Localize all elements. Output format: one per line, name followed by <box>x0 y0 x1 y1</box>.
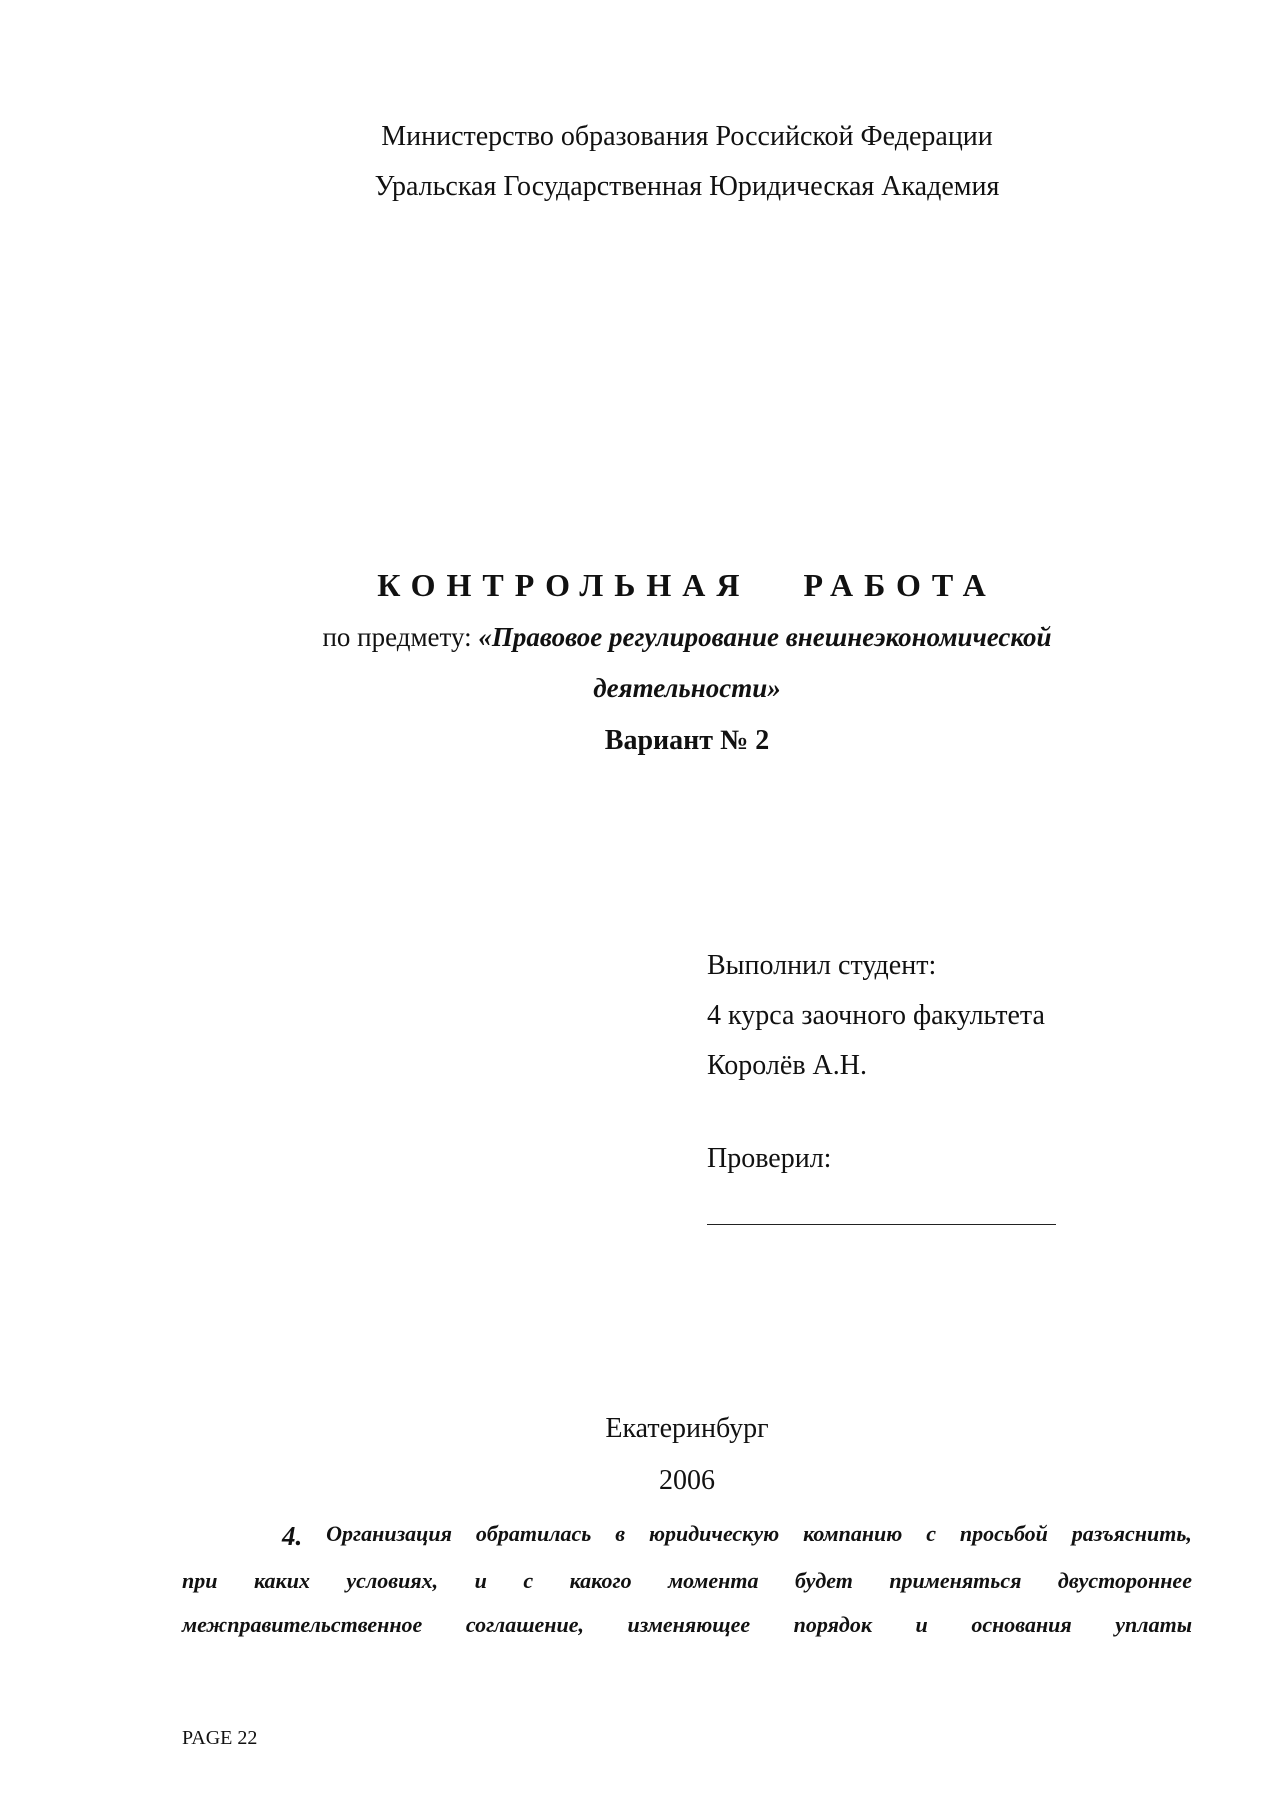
subject-line <box>0 622 1280 653</box>
task-word: порядок <box>793 1612 872 1637</box>
task-word: и <box>915 1612 928 1637</box>
task-word: с <box>926 1521 937 1546</box>
performed-by-label: Выполнил студент: <box>707 950 937 981</box>
subject-label: по предмету: <box>322 622 479 652</box>
subject-name-part1: «Правовое регулирование внешнеэкономической <box>478 622 1052 652</box>
student-name: Королёв А.Н. <box>707 1050 867 1081</box>
task-word: основания <box>971 1612 1072 1637</box>
task-word: каких <box>253 1568 310 1593</box>
task-word: изменяющее <box>627 1612 751 1637</box>
task-number: 4. <box>282 1521 303 1551</box>
signature-blank-line <box>707 1224 1056 1225</box>
task-word: обратилась <box>475 1521 592 1546</box>
task-line-1 <box>282 1521 1192 1552</box>
page-footer: PAGE 22 <box>182 1727 258 1749</box>
task-word: межправительственное <box>182 1612 423 1637</box>
task-word: в <box>615 1521 626 1546</box>
task-word: и <box>474 1568 487 1593</box>
task-word: с <box>523 1568 534 1593</box>
task-word: просьбой <box>959 1521 1048 1546</box>
document-title: КОНТРОЛЬНАЯ РАБОТА <box>377 567 997 603</box>
task-word: будет <box>794 1568 853 1593</box>
task-word: какого <box>569 1568 632 1593</box>
task-word: момента <box>668 1568 759 1593</box>
task-word: двустороннее <box>1057 1568 1192 1593</box>
year: 2006 <box>659 1465 715 1496</box>
task-word: юридическую <box>648 1521 780 1546</box>
task-line-2 <box>182 1568 1192 1594</box>
task-word: компанию <box>803 1521 903 1546</box>
variant-number: Вариант № 2 <box>604 725 770 756</box>
city: Екатеринбург <box>605 1413 769 1444</box>
task-word: при <box>182 1568 218 1593</box>
academy-heading: Уральская Государственная Юридическая Академия <box>374 171 1000 202</box>
task-word: уплаты <box>1115 1612 1192 1637</box>
student-course: 4 курса заочного факультета <box>707 1000 1045 1031</box>
task-word: разъяснить, <box>1071 1521 1192 1546</box>
task-word: условиях, <box>346 1568 439 1593</box>
task-word: Организация <box>326 1521 452 1546</box>
checked-by-label: Проверил: <box>707 1143 832 1174</box>
ministry-heading: Министерство образования Российской Федерации <box>381 121 993 152</box>
task-word: применяться <box>889 1568 1022 1593</box>
subject-name-part2: деятельности» <box>593 673 781 703</box>
task-word: соглашение, <box>465 1612 585 1637</box>
task-line-3 <box>182 1612 1192 1638</box>
